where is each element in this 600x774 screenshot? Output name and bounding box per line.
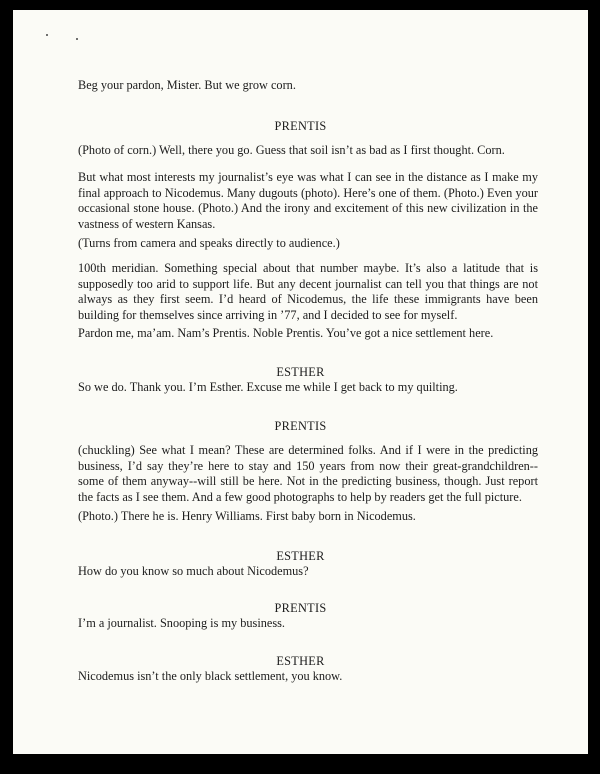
script-page xyxy=(13,10,588,754)
stage-direction: (Turns from camera and speaks directly to audience.) xyxy=(78,236,340,250)
speaker-name: PRENTIS xyxy=(274,119,327,133)
page-speck xyxy=(46,34,48,36)
speaker-name: ESTHER xyxy=(276,549,325,563)
dialogue-paragraph: (chuckling) See what I mean? These are determined folks. And if I were in the predicting business, I’d say they’re here to stay and 150 years from now their great-grandchildren--some of them anyway--will still be here. Not in the predicting business, though. Just report the facts as I see them. And a few good photographs to help by readers get the full picture. xyxy=(78,443,538,504)
page-speck xyxy=(76,38,78,40)
speaker-name: ESTHER xyxy=(276,654,325,668)
dialogue-line: How do you know so much about Nicodemus? xyxy=(78,564,309,578)
dialogue-line: I’m a journalist. Snooping is my business. xyxy=(78,616,285,630)
speaker-name: PRENTIS xyxy=(274,601,327,615)
speaker-name: ESTHER xyxy=(276,365,325,379)
dialogue-paragraph: But what most interests my journalist’s eye was what I can see in the distance as I make my final approach to Nicodemus. Many dugouts (photo). Here’s one of them. (Photo.) Even your occasional stone house. (Photo.) And the irony and excitement of this new civilization in the vastness of western Kansas. xyxy=(78,170,538,231)
dialogue-line: Beg your pardon, Mister. But we grow corn. xyxy=(78,78,296,92)
dialogue-line: Pardon me, ma’am. Nam’s Prentis. Noble Prentis. You’ve got a nice settlement here. xyxy=(78,326,494,340)
dialogue-line: (Photo of corn.) Well, there you go. Guess that soil isn’t as bad as I first thought. Corn. xyxy=(78,143,505,157)
dialogue-line: So we do. Thank you. I’m Esther. Excuse me while I get back to my quilting. xyxy=(78,380,458,394)
dialogue-paragraph: 100th meridian. Something special about that number maybe. It’s also a latitude that is supposedly too arid to support life. But any decent journalist can tell you that things are not always as they first seem. I’d heard of Nicodemus, the life these immigrants have been building for themselves since arriving in ’77, and I decided to see for myself. xyxy=(78,261,538,322)
dialogue-line: Nicodemus isn’t the only black settlement, you know. xyxy=(78,669,343,683)
speaker-name: PRENTIS xyxy=(274,419,327,433)
dialogue-line: (Photo.) There he is. Henry Williams. First baby born in Nicodemus. xyxy=(78,509,416,523)
